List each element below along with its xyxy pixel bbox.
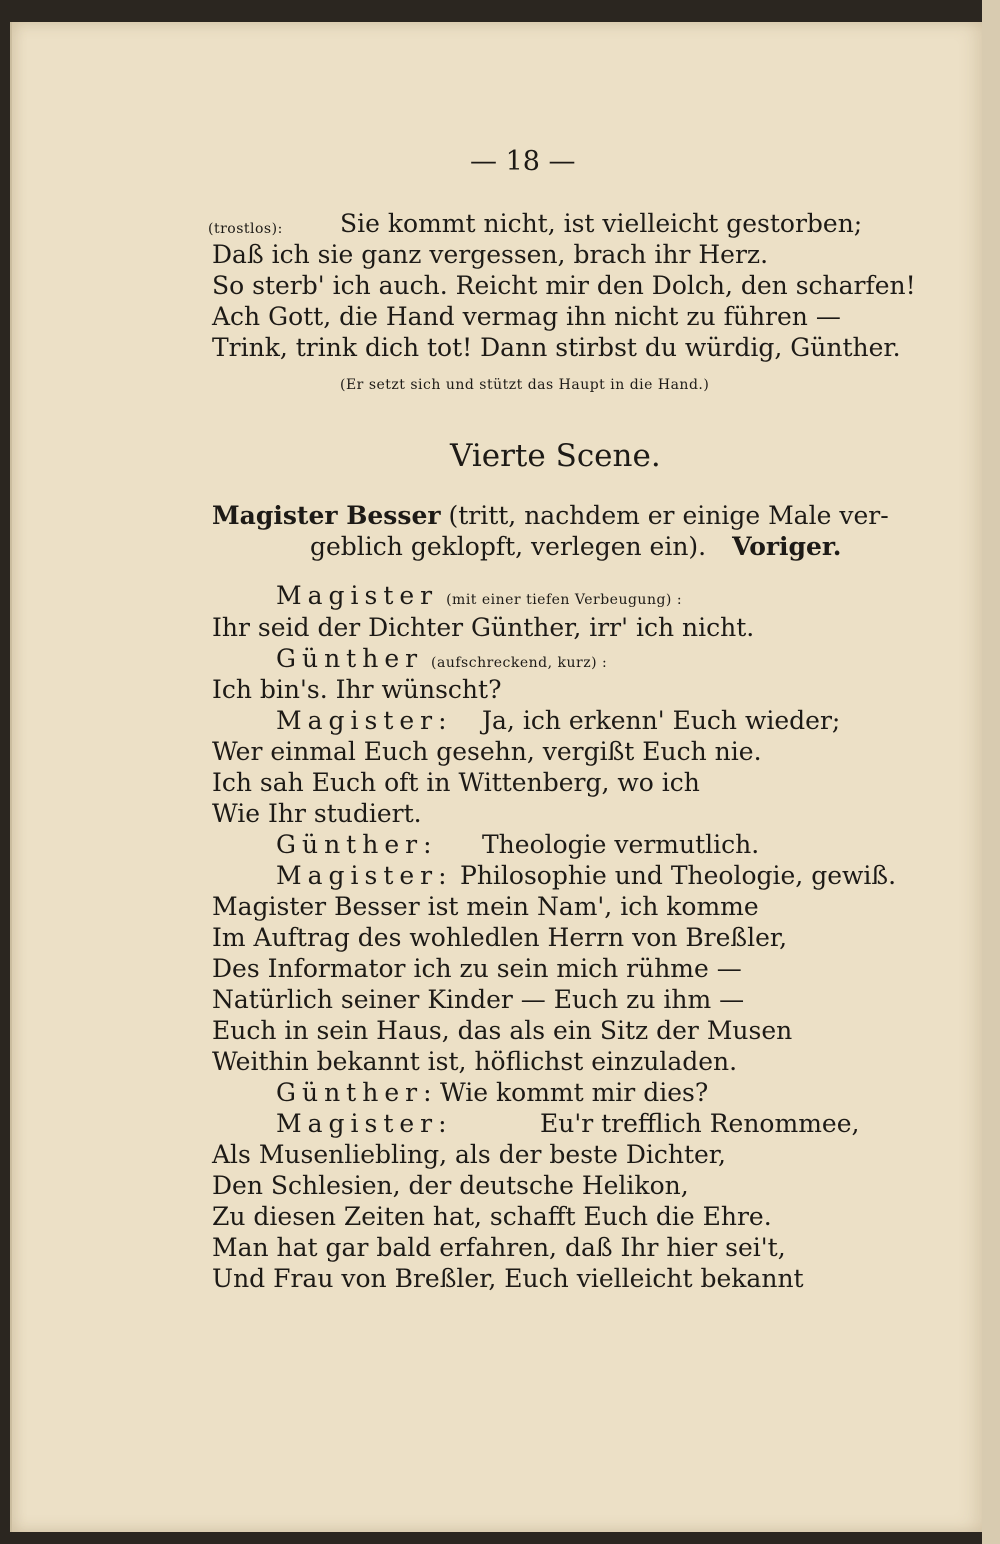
verse-line: Den Schlesien, der deutsche Helikon,	[212, 1171, 689, 1200]
verse-line: Philosophie und Theologie, gewiß.	[460, 861, 897, 890]
verse-line: Natürlich seiner Kinder — Euch zu ihm —	[212, 985, 745, 1014]
verse-line: Ihr seid der Dichter Günther, irr' ich nicht.	[212, 613, 755, 642]
speaker-name: Günther:	[276, 830, 438, 859]
speaker-name: Magister:	[276, 706, 453, 735]
scene-heading: Vierte Scene.	[450, 438, 661, 474]
verse-line: Als Musenliebling, als der beste Dichter,	[212, 1140, 726, 1169]
stage-direction: (aufschreckend, kurz) :	[431, 655, 608, 671]
verse-line: Sie kommt nicht, ist vielleicht gestorben;	[340, 209, 863, 238]
speaker-name: Günther	[276, 644, 424, 673]
verse-line: So sterb' ich auch. Reicht mir den Dolch, den scharfen!	[212, 271, 916, 300]
verse-line: Euch in sein Haus, das als ein Sitz der Musen	[212, 1016, 793, 1045]
verse-line: Trink, trink dich tot! Dann stirbst du würdig, Günther.	[212, 333, 901, 362]
scene-intro-line-1	[212, 500, 889, 531]
scene-intro-line-2	[310, 531, 842, 562]
page-edge	[982, 0, 1000, 1544]
stage-direction: (trostlos):	[208, 221, 283, 237]
verse-line: Des Informator ich zu sein mich rühme —	[212, 954, 742, 983]
verse-line: Weithin bekannt ist, höflichst einzuladen.	[212, 1047, 738, 1076]
verse-line: Ach Gott, die Hand vermag ihn nicht zu führen —	[212, 302, 841, 331]
speaker-name: Magister:	[276, 1109, 453, 1138]
stage-direction: (Er setzt sich und stützt das Haupt in die Hand.)	[340, 377, 710, 393]
stage-direction: (tritt, nachdem er einige Male ver-	[448, 501, 889, 530]
stage-direction: geblich geklopft, verlegen ein).	[310, 532, 707, 561]
verse-line: Man hat gar bald erfahren, daß Ihr hier sei't,	[212, 1233, 786, 1262]
verse-line: Wie Ihr studiert.	[212, 799, 422, 828]
speaker-name: Magister:	[276, 861, 453, 890]
verse-line: Wer einmal Euch gesehn, vergißt Euch nie.	[212, 737, 762, 766]
verse-line: Und Frau von Breßler, Euch vielleicht bekannt	[212, 1264, 804, 1293]
speaker-line	[276, 580, 682, 616]
verse-line: Magister Besser ist mein Nam', ich komme	[212, 892, 759, 921]
verse-line: Wie kommt mir dies?	[440, 1078, 709, 1107]
verse-line: Zu diesen Zeiten hat, schafft Euch die Ehre.	[212, 1202, 772, 1231]
verse-line: Daß ich sie ganz vergessen, brach ihr Herz.	[212, 240, 769, 269]
verse-line: Eu'r trefflich Renommee,	[540, 1109, 860, 1138]
verse-line: Ja, ich erkenn' Euch wieder;	[482, 706, 841, 735]
character-name: Magister Besser	[212, 501, 441, 530]
verse-line: Im Auftrag des wohledlen Herrn von Breßler,	[212, 923, 788, 952]
stage-direction: (mit einer tiefen Verbeugung) :	[446, 592, 683, 608]
page-number: — 18 —	[470, 146, 576, 177]
speaker-name: Günther:	[276, 1078, 438, 1107]
verse-line: Ich sah Euch oft in Wittenberg, wo ich	[212, 768, 700, 797]
speaker-name: Magister	[276, 581, 439, 610]
character-name: Voriger.	[732, 532, 842, 561]
verse-line: Ich bin's. Ihr wünscht?	[212, 675, 502, 704]
verse-line: Theologie vermutlich.	[482, 830, 760, 859]
